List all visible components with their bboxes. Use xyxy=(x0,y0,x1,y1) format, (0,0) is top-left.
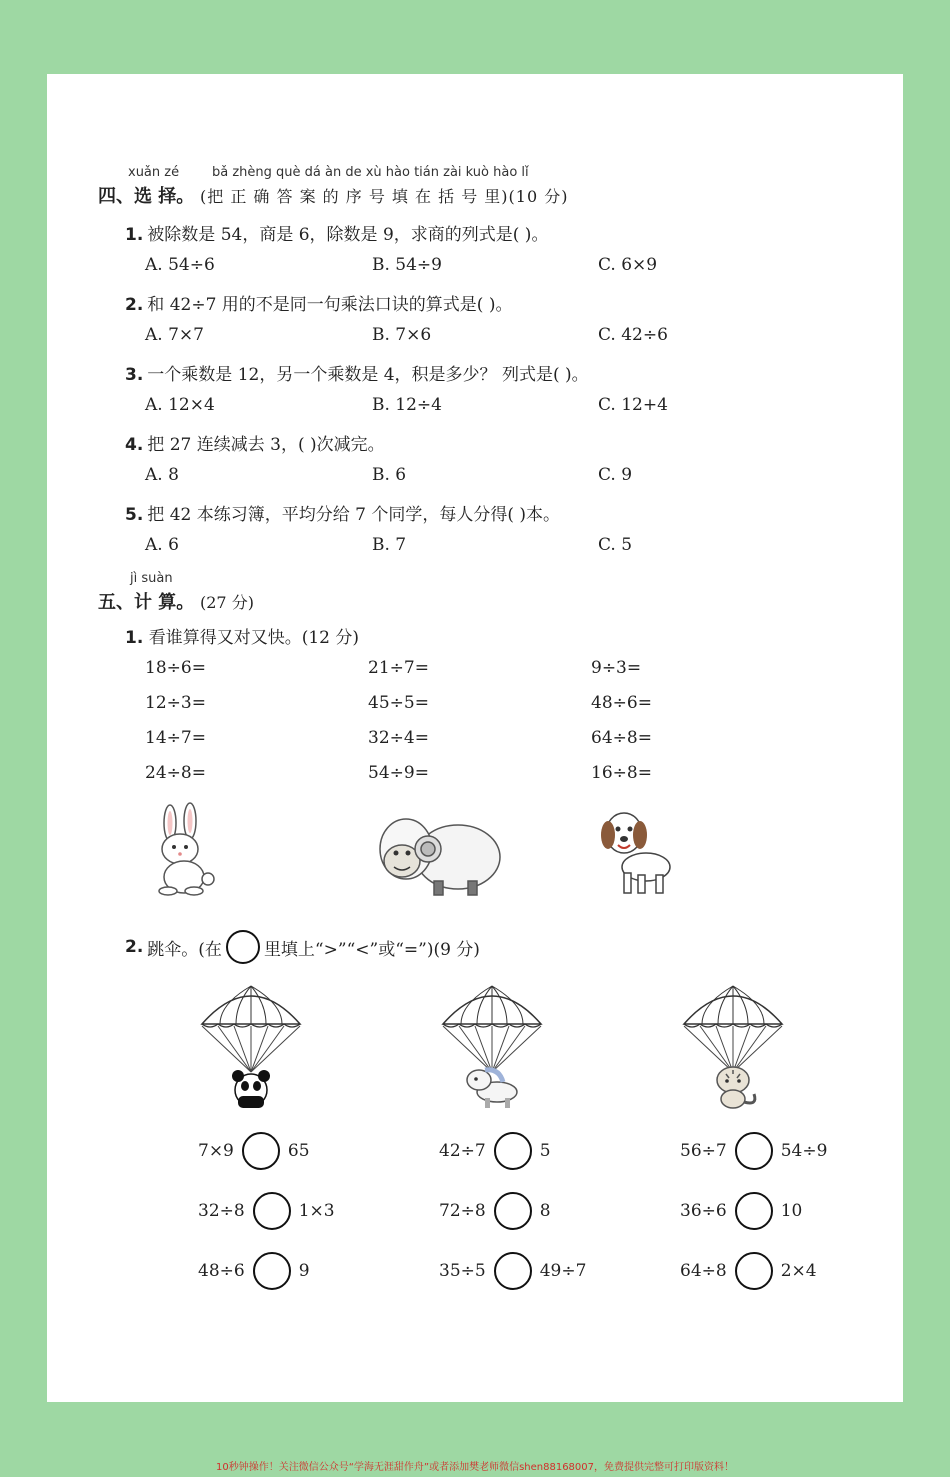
compare-row xyxy=(439,1252,586,1290)
calc-item[interactable]: 32÷4= xyxy=(368,728,429,748)
compare-left: 64÷8 xyxy=(680,1261,727,1281)
calc-item[interactable]: 12÷3= xyxy=(145,693,206,713)
compare-right: 1×3 xyxy=(298,1201,335,1221)
compare-right: 2×4 xyxy=(780,1261,817,1281)
option-c[interactable]: C. 12+4 xyxy=(598,395,668,415)
part2-heading xyxy=(125,930,480,964)
section5-score: (27 分) xyxy=(200,593,254,612)
option-b[interactable]: B. 7×6 xyxy=(372,325,432,345)
compare-row xyxy=(680,1132,827,1170)
option-b[interactable]: B. 7 xyxy=(372,535,407,555)
section5-title: 五、计 算。 xyxy=(98,592,195,613)
option-a[interactable]: A. 54÷6 xyxy=(145,255,215,275)
compare-circle[interactable] xyxy=(735,1252,773,1290)
section5-pinyin: jì suàn xyxy=(130,571,173,586)
calc-item[interactable]: 64÷8= xyxy=(591,728,652,748)
compare-left: 7×9 xyxy=(198,1141,234,1161)
question-number: 5. xyxy=(125,505,144,525)
calc-item[interactable]: 24÷8= xyxy=(145,763,206,783)
question-3 xyxy=(125,360,589,385)
question-2 xyxy=(125,290,512,315)
question-text: 把 27 连续减去 3，( )次减完。 xyxy=(147,435,385,455)
part2-label-before: 跳伞。(在 xyxy=(147,939,222,960)
question-5 xyxy=(125,500,560,525)
option-c[interactable]: C. 5 xyxy=(598,535,633,555)
compare-right: 5 xyxy=(539,1141,551,1161)
parachute-icon xyxy=(441,984,543,1109)
option-c[interactable]: C. 42÷6 xyxy=(598,325,668,345)
question-number: 1. xyxy=(125,225,144,245)
compare-circle[interactable] xyxy=(735,1132,773,1170)
section4-instruction: (把 正 确 答 案 的 序 号 填 在 括 号 里)(10 分) xyxy=(200,187,569,206)
compare-right: 65 xyxy=(287,1141,310,1161)
compare-left: 72÷8 xyxy=(439,1201,486,1221)
question-text: 一个乘数是 12，另一个乘数是 4，积是多少？ 列式是( )。 xyxy=(147,365,589,385)
compare-row xyxy=(680,1192,802,1230)
option-b[interactable]: B. 6 xyxy=(372,465,407,485)
dog-icon xyxy=(598,805,680,897)
sheep-icon xyxy=(372,805,504,897)
compare-circle[interactable] xyxy=(242,1132,280,1170)
question-number: 3. xyxy=(125,365,144,385)
compare-right: 8 xyxy=(539,1201,551,1221)
part2-number: 2. xyxy=(125,937,144,957)
option-b[interactable]: B. 54÷9 xyxy=(372,255,442,275)
compare-row xyxy=(198,1132,310,1170)
calc-item[interactable]: 54÷9= xyxy=(368,763,429,783)
parachute-icon xyxy=(200,984,302,1109)
compare-row xyxy=(439,1192,551,1230)
compare-left: 35÷5 xyxy=(439,1261,486,1281)
compare-right: 54÷9 xyxy=(780,1141,828,1161)
section4-pinyin-right: bǎ zhèng què dá àn de xù hào tián zài kuò hào lǐ xyxy=(212,165,529,180)
compare-right: 9 xyxy=(298,1261,310,1281)
compare-right: 10 xyxy=(780,1201,803,1221)
compare-row xyxy=(439,1132,551,1170)
option-c[interactable]: C. 6×9 xyxy=(598,255,658,275)
calc-item[interactable]: 16÷8= xyxy=(591,763,652,783)
compare-circle[interactable] xyxy=(494,1192,532,1230)
calc-item[interactable]: 9÷3= xyxy=(591,658,642,678)
parachute-icon xyxy=(682,984,784,1109)
question-number: 4. xyxy=(125,435,144,455)
question-number: 2. xyxy=(125,295,144,315)
compare-row xyxy=(198,1252,310,1290)
option-a[interactable]: A. 8 xyxy=(145,465,179,485)
section4-pinyin-left: xuǎn zé xyxy=(128,165,180,180)
calc-item[interactable]: 21÷7= xyxy=(368,658,429,678)
compare-circle[interactable] xyxy=(494,1132,532,1170)
option-a[interactable]: A. 6 xyxy=(145,535,179,555)
question-text: 和 42÷7 用的不是同一句乘法口诀的算式是( )。 xyxy=(147,295,513,315)
compare-circle[interactable] xyxy=(253,1192,291,1230)
example-circle xyxy=(226,930,260,964)
option-a[interactable]: A. 12×4 xyxy=(145,395,215,415)
part1-number: 1. xyxy=(125,628,144,648)
calc-item[interactable]: 45÷5= xyxy=(368,693,429,713)
option-c[interactable]: C. 9 xyxy=(598,465,633,485)
option-a[interactable]: A. 7×7 xyxy=(145,325,204,345)
compare-circle[interactable] xyxy=(253,1252,291,1290)
calc-item[interactable]: 14÷7= xyxy=(145,728,206,748)
calc-item[interactable]: 48÷6= xyxy=(591,693,652,713)
compare-left: 42÷7 xyxy=(439,1141,486,1161)
question-1 xyxy=(125,220,548,245)
footer-note: 10秒钟操作！关注微信公众号“学海无涯甜作舟”或者添加樊老师微信shen88168007，免费提供完整可打印版资料！ xyxy=(215,1462,735,1473)
compare-left: 36÷6 xyxy=(680,1201,727,1221)
compare-left: 32÷8 xyxy=(198,1201,245,1221)
option-b[interactable]: B. 12÷4 xyxy=(372,395,442,415)
compare-row xyxy=(680,1252,817,1290)
compare-left: 56÷7 xyxy=(680,1141,727,1161)
question-text: 把 42 本练习簿，平均分给 7 个同学，每人分得( )本。 xyxy=(147,505,561,525)
question-4 xyxy=(125,430,385,455)
compare-circle[interactable] xyxy=(735,1192,773,1230)
part2-label-after: 里填上“>”“<”或“=”)(9 分) xyxy=(263,939,480,960)
compare-left: 48÷6 xyxy=(198,1261,245,1281)
part1-label: 看谁算得又对又快。(12 分) xyxy=(148,628,360,648)
section4-title: 四、选 择。 xyxy=(98,186,195,207)
compare-row xyxy=(198,1192,335,1230)
rabbit-icon xyxy=(150,805,220,897)
part1-heading xyxy=(125,623,359,648)
compare-right: 49÷7 xyxy=(539,1261,587,1281)
calc-item[interactable]: 18÷6= xyxy=(145,658,206,678)
question-text: 被除数是 54，商是 6，除数是 9，求商的列式是( )。 xyxy=(147,225,549,245)
compare-circle[interactable] xyxy=(494,1252,532,1290)
